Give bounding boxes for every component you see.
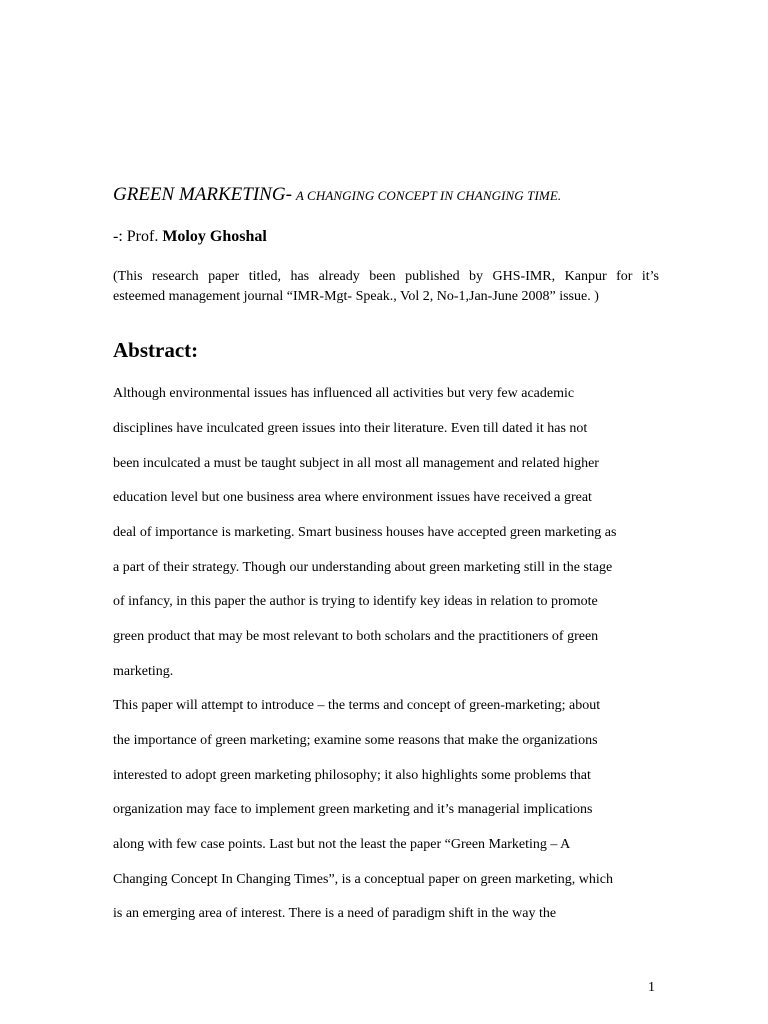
abstract-line: the importance of green marketing; examine some reasons that make the organizations (113, 733, 598, 748)
publication-note-line: (This research paper titled, has already been published by GHS-IMR, Kanpur for it’s (113, 269, 659, 284)
abstract-line: along with few case points. Last but not the least the paper “Green Marketing – A (113, 837, 571, 852)
abstract-line: Changing Concept In Changing Times”, is a conceptual paper on green marketing, which (113, 872, 614, 887)
abstract-line: marketing. (113, 664, 174, 679)
abstract-line: a part of their strategy. Though our understanding about green marketing still in the stage (113, 560, 613, 575)
abstract-line: interested to adopt green marketing philosophy; it also highlights some problems that (113, 768, 591, 783)
abstract-heading: Abstract: (113, 338, 199, 362)
abstract-line: green product that may be most relevant to both scholars and the practitioners of green (113, 629, 599, 644)
abstract-line: disciplines have inculcated green issues into their literature. Even till dated it has not (113, 421, 588, 436)
paper-title (113, 184, 561, 206)
abstract-line: education level but one business area where environment issues have received a great (113, 490, 592, 505)
abstract-line: organization may face to implement green marketing and it’s managerial implications (113, 802, 593, 817)
publication-note-line: esteemed management journal “IMR-Mgt- Speak., Vol 2, No-1,Jan-June 2008” issue. ) (113, 289, 599, 304)
abstract-line: is an emerging area of interest. There is a need of paradigm shift in the way the (113, 906, 557, 921)
page-number: 1 (648, 980, 655, 995)
title-main: GREEN MARKETING- (113, 184, 292, 205)
abstract-line: of infancy, in this paper the author is trying to identify key ideas in relation to promote (113, 594, 598, 609)
abstract-line: This paper will attempt to introduce – the terms and concept of green-marketing; about (113, 698, 601, 713)
author-line (113, 228, 267, 246)
publication-note (113, 267, 659, 307)
abstract-line: deal of importance is marketing. Smart business houses have accepted green marketing as (113, 525, 617, 540)
abstract-line: Although environmental issues has influenced all activities but very few academic (113, 386, 575, 401)
author-prefix: -: Prof. (113, 228, 159, 245)
title-subtitle: A CHANGING CONCEPT IN CHANGING TIME. (295, 188, 562, 203)
abstract-line: been inculcated a must be taught subject in all most all management and related higher (113, 456, 599, 471)
author-name: Moloy Ghoshal (162, 228, 267, 245)
